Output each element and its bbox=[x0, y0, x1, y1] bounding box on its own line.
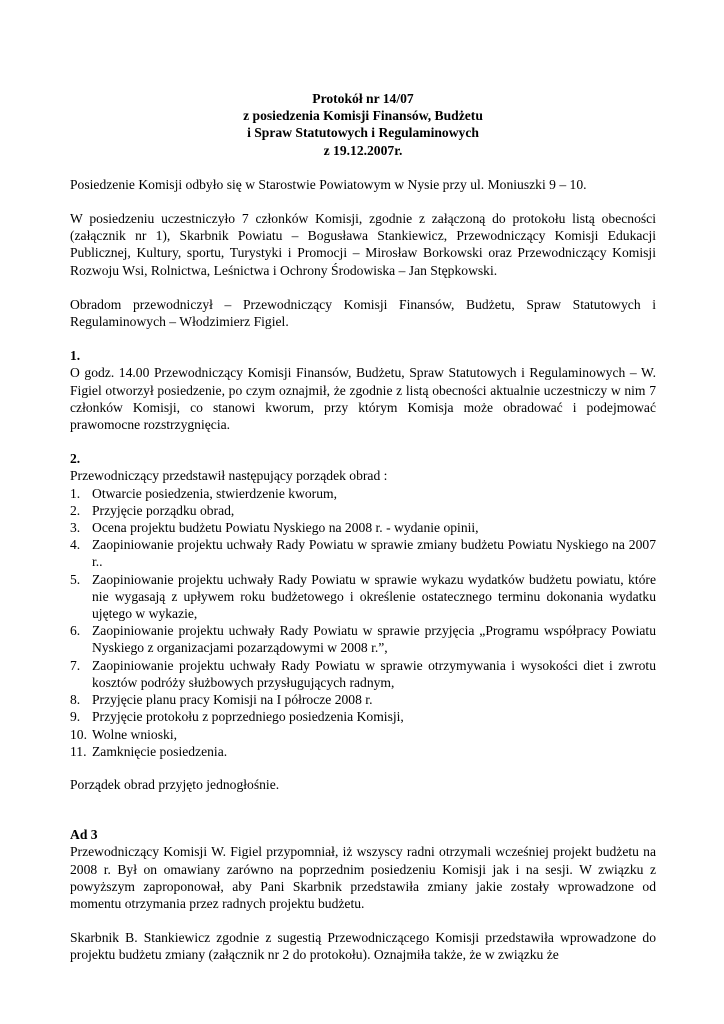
meeting-location-paragraph: Posiedzenie Komisji odbyło się w Starostwie Powiatowym w Nysie przy ul. Moniuszki 9 – 10. bbox=[70, 176, 587, 192]
title-line-1: Protokół nr 14/07 bbox=[312, 91, 414, 106]
agenda-item: 10. Wolne wnioski, bbox=[70, 726, 177, 742]
agenda-item: 7. Zaopiniowanie projektu uchwały Rady Powiatu w sprawie otrzymywania i wysokości diet i zwrotu kosztów podróży służbowych przysługujących radnym, bbox=[70, 657, 656, 690]
attendance-paragraph: W posiedzeniu uczestniczyło 7 członków Komisji, zgodnie z załączoną do protokołu listą obecności (załącznik nr 1), Skarbnik Powiatu – Bogusława Stankiewicz, Przewodniczący Komisji Edukacji Publicznej, Kultury, sportu, Turystyki i Promocji – Mirosław Borkowski oraz Przewodniczący Komisji Rozwoju Wsi, Rolnictwa, Leśnictwa i Ochrony Środowiska – Jan Stępkowski. bbox=[70, 211, 656, 278]
agenda-item: 4. Zaopiniowanie projektu uchwały Rady Powiatu w sprawie zmiany budżetu Powiatu Nyskiego na 2007 r.. bbox=[70, 537, 656, 570]
ad-3-paragraph-1: Przewodniczący Komisji W. Figiel przypomniał, iż wszyscy radni otrzymali wcześniej projekt budżetu na 2008 r. Był on omawiany zarówno na poprzednim posiedzeniu Komisji jak i na sesji. W związku z powyższym zaproponował, aby Pani Skarbnik przedstawiła zmiany jakie zostały wprowadzone od momentu otrzymania przez radnych projektu budżetu. bbox=[70, 844, 656, 911]
ad-3-heading: Ad 3 bbox=[70, 827, 98, 843]
document-page bbox=[70, 90, 656, 964]
section-1-heading: 1. bbox=[70, 348, 81, 364]
chair-paragraph: Obradom przewodniczył – Przewodniczący Komisji Finansów, Budżetu, Spraw Statutowych i Regulaminowych – Włodzimierz Figiel. bbox=[70, 296, 656, 330]
agenda-item: 6. Zaopiniowanie projektu uchwały Rady Powiatu w sprawie przyjęcia „Programu współpracy Powiatu Nyskiego z organizacjami pozarządowymi w 2008 r.”, bbox=[70, 623, 656, 656]
title-line-2: z posiedzenia Komisji Finansów, Budżetu bbox=[243, 108, 483, 124]
title-line-3: i Spraw Statutowych i Regulaminowych bbox=[247, 125, 479, 141]
agenda-item: 9. Przyjęcie protokołu z poprzedniego posiedzenia Komisji, bbox=[70, 709, 404, 725]
agenda-intro: Przewodniczący przedstawił następujący porządek obrad : bbox=[70, 468, 388, 484]
agenda-item: 8. Przyjęcie planu pracy Komisji na I półrocze 2008 r. bbox=[70, 692, 373, 708]
agenda-item: 2. Przyjęcie porządku obrad, bbox=[70, 502, 235, 518]
agenda-item: 5. Zaopiniowanie projektu uchwały Rady Powiatu w sprawie wykazu wydatków budżetu powiatu, które nie wygasają z upływem roku budżetowego i określenie ostatecznego terminu dokonania wydatku ujętego w wykazie, bbox=[70, 571, 656, 622]
section-2-heading: 2. bbox=[70, 451, 81, 467]
agenda-item: 3. Ocena projektu budżetu Powiatu Nyskiego na 2008 r. - wydanie opinii, bbox=[70, 520, 479, 536]
agenda-item: 1. Otwarcie posiedzenia, stwierdzenie kworum, bbox=[70, 485, 337, 501]
ad-3-paragraph-2: Skarbnik B. Stankiewicz zgodnie z sugestią Przewodniczącego Komisji przedstawiła wprowadzone do projektu budżetu zmiany (załącznik nr 2 do protokołu). Oznajmiła także, że w związku że bbox=[70, 930, 656, 963]
section-1-text: O godz. 14.00 Przewodniczący Komisji Finansów, Budżetu, Spraw Statutowych i Regulaminowych – W. Figiel otworzył posiedzenie, po czym oznajmił, że zgodnie z listą obecności aktualnie uczestniczy w nim 7 członków Komisji, co stanowi kworum, przy którym Komisja może obradować i podejmować prawomocne rozstrzygnięcia. bbox=[70, 365, 656, 433]
agenda-list bbox=[70, 485, 656, 760]
agenda-approval: Porządek obrad przyjęto jednogłośnie. bbox=[70, 776, 280, 792]
document-title bbox=[70, 90, 656, 159]
title-line-4: z 19.12.2007r. bbox=[323, 142, 403, 158]
agenda-item: 11. Zamknięcie posiedzenia. bbox=[70, 743, 228, 759]
